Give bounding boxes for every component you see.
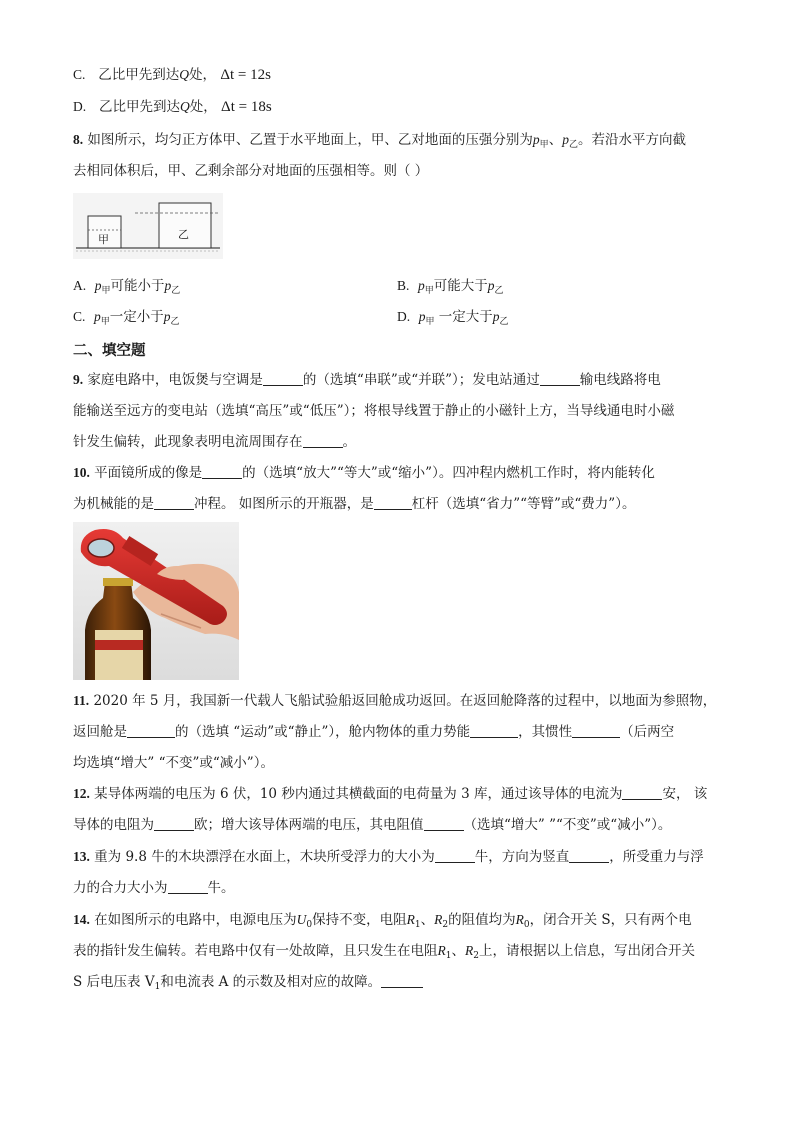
answer-blank[interactable] bbox=[381, 973, 423, 988]
q9-line1: 9. 家庭电路中，电饭煲与空调是 的（选填“串联”或“并联”）；发电站通过 输电线路将电 bbox=[73, 372, 661, 388]
q13-line1: 13. 重为 9.8 牛的木块漂浮在水面上，木块所受浮力的大小为 牛，方向为竖直 ，所受重力与浮 bbox=[73, 849, 704, 865]
q11-line3: 均选填“增大” “不变”或“减小”）。 bbox=[73, 755, 274, 771]
bottle-opener-illustration bbox=[73, 522, 239, 680]
answer-blank[interactable] bbox=[168, 879, 208, 894]
answer-blank[interactable] bbox=[154, 816, 194, 831]
q9-line3: 针发生偏转，此现象表明电流周围存在 。 bbox=[73, 434, 356, 450]
answer-blank[interactable] bbox=[435, 848, 475, 863]
q8-option-b: B. $p_甲$可能大于$p_乙$ bbox=[397, 278, 504, 296]
answer-blank[interactable] bbox=[154, 495, 194, 510]
cube-jia-label: 甲 bbox=[98, 233, 109, 246]
answer-blank[interactable] bbox=[622, 785, 662, 800]
answer-blank[interactable] bbox=[202, 464, 242, 479]
cube-yi-label: 乙 bbox=[178, 228, 189, 241]
answer-blank[interactable] bbox=[303, 433, 343, 448]
answer-blank[interactable] bbox=[470, 723, 518, 738]
q11-line1: 11. 2020 年 5 月，我国新一代载人飞船试验船返回舱成功返回。在返回舱降落的过程中，以地面为参照物， bbox=[73, 693, 717, 709]
q7-option-d: D. 乙比甲先到达Q处， Δt = 18s bbox=[73, 99, 272, 115]
q14-line1: 14. 在如图所示的电路中，电源电压为$U_0$保持不变，电阻$R_1$、$R_2$的阻值均为$R_0$，闭合开关 S，只有两个电 bbox=[73, 912, 692, 930]
q7-option-c: C. 乙比甲先到达Q处， Δt = 12s bbox=[73, 67, 271, 83]
q14-line3: S 后电压表 $V_1$和电流表 A 的示数及相对应的故障。 bbox=[73, 972, 423, 997]
q10-line2: 为机械能的是 冲程。 如图所示的开瓶器，是 杠杆（选填“省力”“等臂”或“费力”）。 bbox=[73, 496, 636, 512]
answer-blank[interactable] bbox=[572, 723, 620, 738]
q8-cubes-figure bbox=[73, 193, 223, 259]
bottle-opener-photo bbox=[73, 522, 239, 680]
q10-line1: 10. 平面镜所成的像是 的（选填“放大”“等大”或“缩小”）。四冲程内燃机工作时，将内能转化 bbox=[73, 465, 655, 481]
q12-line1: 12. 某导体两端的电压为 6 伏，10 秒内通过其横截面的电荷量为 3 库，通过该导体的电流为 安， 该 bbox=[73, 786, 708, 802]
q8-option-a: A. $p_甲$可能小于$p_乙$ bbox=[73, 278, 181, 296]
q14-line2: 表的指针发生偏转。若电路中仅有一处故障，且只发生在电阻$R_1$、$R_2$上，请根据以上信息，写出闭合开关 bbox=[73, 943, 695, 961]
q12-line2: 导体的电阻为 欧；增大该导体两端的电压，其电阻值 （选填“增大” ”“不变”或“减小”）。 bbox=[73, 817, 672, 833]
answer-blank[interactable] bbox=[374, 495, 412, 510]
section-title: 二、填空题 bbox=[73, 343, 146, 359]
answer-blank[interactable] bbox=[263, 371, 303, 386]
answer-blank[interactable] bbox=[127, 723, 175, 738]
answer-blank[interactable] bbox=[569, 848, 609, 863]
q13-line2: 力的合力大小为 牛。 bbox=[73, 880, 235, 896]
cubes-diagram bbox=[73, 193, 223, 259]
q8-stem-line2: 去相同体积后，甲、乙剩余部分对地面的压强相等。则（ ） bbox=[73, 163, 429, 179]
answer-blank[interactable] bbox=[540, 371, 580, 386]
q9-line2: 能输送至远方的变电站（选填“高压”或“低压”）；将根导线置于静止的小磁针上方，当导线通电时小磁 bbox=[73, 403, 675, 419]
q8-stem-line1: 8. 如图所示，均匀正方体甲、乙置于水平地面上，甲、乙对地面的压强分别为$p_甲$、$p_乙$。若沿水平方向截 bbox=[73, 132, 686, 150]
q11-line2: 返回舱是 的（选填 “运动”或“静止”），舱内物体的重力势能 ，其惯性 （后两空 bbox=[73, 724, 675, 740]
answer-blank[interactable] bbox=[424, 816, 464, 831]
q8-option-c: C. $p_甲$一定小于$p_乙$ bbox=[73, 309, 180, 327]
q8-option-d: D. $p_甲$ 一定大于$p_乙$ bbox=[397, 309, 509, 327]
